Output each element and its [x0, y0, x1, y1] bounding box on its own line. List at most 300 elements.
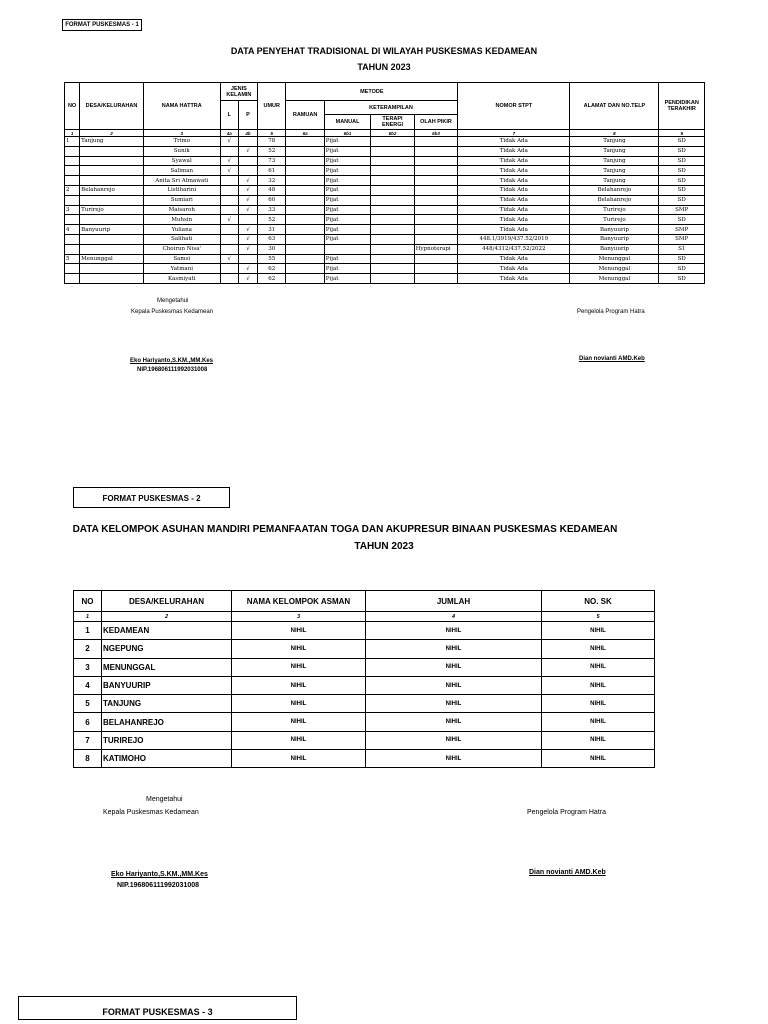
table-row	[65, 185, 705, 195]
column-number: 3	[143, 130, 220, 137]
col-header-jenis-kelamin: JENIS KELAMIN	[220, 83, 257, 101]
cell-ramuan	[286, 244, 324, 254]
cell-nama: Trimo	[143, 137, 220, 147]
table-row	[74, 640, 655, 658]
cell-terapi	[371, 146, 414, 156]
col-header-metode: METODE	[286, 83, 458, 101]
table1-title: DATA PENYEHAT TRADISIONAL DI WILAYAH PUSKESMAS KEDAMEAN	[230, 46, 538, 56]
cell-stpt: Tidak Ada	[458, 185, 570, 195]
cell-no: 8	[74, 750, 102, 768]
cell-no	[65, 195, 80, 205]
cell-desa	[80, 166, 144, 176]
cell-terapi	[371, 205, 414, 215]
cell-stpt: Tidak Ada	[458, 166, 570, 176]
cell-p: √	[238, 264, 257, 274]
cell-ramuan	[286, 146, 324, 156]
cell-umur: 48	[258, 185, 286, 195]
format-label-1: FORMAT PUSKESMAS - 1	[62, 19, 142, 31]
cell-nama-kelompok: NIHIL	[232, 676, 366, 694]
col-header-keterampilan: KETERAMPILAN	[324, 101, 457, 115]
cell-nama: Choirun Nisa'	[143, 244, 220, 254]
hattra-table	[64, 82, 705, 284]
cell-manual: Pijat	[324, 146, 371, 156]
cell-l	[220, 244, 238, 254]
cell-no	[65, 234, 80, 244]
cell-desa	[80, 176, 144, 186]
col-header-umur: UMUR	[258, 83, 286, 130]
table-row	[65, 156, 705, 166]
column-number: 1	[65, 130, 80, 137]
cell-nama-kelompok: NIHIL	[232, 713, 366, 731]
cell-terapi	[371, 176, 414, 186]
cell-ramuan	[286, 166, 324, 176]
cell-pend: SD	[659, 264, 705, 274]
cell-no	[65, 146, 80, 156]
cell-olah	[414, 146, 457, 156]
col-header-l: L	[220, 101, 238, 130]
cell-manual: Pijat	[324, 215, 371, 225]
cell-manual: Pijat	[324, 195, 371, 205]
cell-jumlah: NIHIL	[366, 658, 542, 676]
cell-nama: Yatmani	[143, 264, 220, 274]
signatory-left-nip: NIP.196806111992031008	[137, 367, 208, 373]
cell-desa: KEDAMEAN	[102, 622, 232, 640]
table1-year: TAHUN 2023	[357, 62, 411, 72]
col-header-olah-pikir: OLAH PIKIR	[414, 115, 457, 130]
cell-nama-kelompok: NIHIL	[232, 658, 366, 676]
cell-terapi	[371, 137, 414, 147]
table-row	[65, 146, 705, 156]
cell-alamat: Belahanrejo	[570, 185, 659, 195]
cell-desa	[80, 195, 144, 205]
cell-nama: Saliman	[143, 166, 220, 176]
cell-pend: SD	[659, 254, 705, 264]
cell-pend: SD	[659, 195, 705, 205]
column-number: 2	[80, 130, 144, 137]
cell-stpt: 448.1/3919/437.52/2019	[458, 234, 570, 244]
cell-desa	[80, 215, 144, 225]
table-row	[65, 274, 705, 284]
cell-olah	[414, 185, 457, 195]
cell-alamat: Tanjung	[570, 166, 659, 176]
cell-terapi	[371, 274, 414, 284]
pengelola-label-2: Pengelola Program Hatra	[527, 809, 606, 816]
table-row	[65, 137, 705, 147]
cell-olah	[414, 225, 457, 235]
cell-pend: SMP	[659, 225, 705, 235]
cell-pend: SD	[659, 185, 705, 195]
column-number: 5	[542, 612, 655, 622]
signatory-right-name-2: Dian novianti AMD.Keb	[529, 869, 606, 876]
cell-ramuan	[286, 156, 324, 166]
cell-alamat: Banyuurip	[570, 234, 659, 244]
cell-no	[65, 156, 80, 166]
cell-no: 6	[74, 713, 102, 731]
cell-manual: Pijat	[324, 264, 371, 274]
cell-olah	[414, 166, 457, 176]
cell-p: √	[238, 146, 257, 156]
cell-terapi	[371, 156, 414, 166]
cell-nama-kelompok: NIHIL	[232, 750, 366, 768]
cell-ramuan	[286, 195, 324, 205]
cell-no: 4	[65, 225, 80, 235]
table-row	[74, 695, 655, 713]
cell-stpt: Tidak Ada	[458, 205, 570, 215]
col-header-terapi-energi: TERAPI ENERGI	[371, 115, 414, 130]
cell-desa: KATIMOHO	[102, 750, 232, 768]
format-label-3: FORMAT PUSKESMAS - 3	[18, 996, 297, 1020]
cell-terapi	[371, 166, 414, 176]
cell-no: 5	[74, 695, 102, 713]
cell-no	[65, 215, 80, 225]
cell-p	[238, 254, 257, 264]
cell-l	[220, 185, 238, 195]
table-row	[65, 244, 705, 254]
cell-pend: SD	[659, 274, 705, 284]
table-row	[65, 225, 705, 235]
column-number: 4	[366, 612, 542, 622]
col-header-ramuan: RAMUAN	[286, 101, 324, 130]
cell-jumlah: NIHIL	[366, 713, 542, 731]
cell-manual: Pijat	[324, 205, 371, 215]
table-row	[65, 176, 705, 186]
cell-jumlah: NIHIL	[366, 695, 542, 713]
col-header-desa: DESA/KELURAHAN	[102, 591, 232, 612]
cell-p: √	[238, 185, 257, 195]
col-header-jumlah: JUMLAH	[366, 591, 542, 612]
cell-alamat: Tanjung	[570, 146, 659, 156]
cell-umur: 78	[258, 137, 286, 147]
cell-no	[65, 274, 80, 284]
cell-terapi	[371, 225, 414, 235]
cell-no: 2	[65, 185, 80, 195]
table-row	[74, 658, 655, 676]
cell-manual: Pijat	[324, 234, 371, 244]
cell-desa: MENUNGGAL	[102, 658, 232, 676]
cell-l: √	[220, 215, 238, 225]
col-header-alamat: ALAMAT DAN NO.TELP	[570, 83, 659, 130]
cell-desa: BANYUURIP	[102, 676, 232, 694]
cell-olah	[414, 195, 457, 205]
cell-p: √	[238, 205, 257, 215]
cell-l	[220, 205, 238, 215]
cell-manual: Pijat	[324, 166, 371, 176]
cell-ramuan	[286, 205, 324, 215]
cell-jumlah: NIHIL	[366, 676, 542, 694]
table-row	[74, 750, 655, 768]
cell-no: 5	[65, 254, 80, 264]
column-number: 6b1	[324, 130, 371, 137]
cell-stpt: Tidak Ada	[458, 215, 570, 225]
cell-no: 4	[74, 676, 102, 694]
table-row	[65, 195, 705, 205]
signatory-left-name: Eko Hariyanto,S.KM.,MM.Kes	[130, 358, 214, 364]
cell-desa	[80, 234, 144, 244]
table-row	[65, 264, 705, 274]
cell-nama: Yuliana	[143, 225, 220, 235]
cell-alamat: Belahanrejo	[570, 195, 659, 205]
cell-umur: 33	[258, 205, 286, 215]
cell-l	[220, 225, 238, 235]
cell-no: 2	[74, 640, 102, 658]
cell-ramuan	[286, 254, 324, 264]
cell-p	[238, 137, 257, 147]
cell-umur: 30	[258, 244, 286, 254]
column-number: 2	[102, 612, 232, 622]
cell-l	[220, 146, 238, 156]
table-row	[74, 676, 655, 694]
cell-terapi	[371, 215, 414, 225]
cell-ramuan	[286, 225, 324, 235]
cell-nama: Salihati	[143, 234, 220, 244]
mengetahui-label-2: Mengetahui	[146, 796, 183, 803]
cell-ramuan	[286, 176, 324, 186]
col-header-no: NO	[74, 591, 102, 612]
cell-nama-kelompok: NIHIL	[232, 640, 366, 658]
cell-olah	[414, 264, 457, 274]
cell-l: √	[220, 166, 238, 176]
column-number: 6b3	[414, 130, 457, 137]
cell-ramuan	[286, 274, 324, 284]
table-row	[65, 254, 705, 264]
cell-manual: Pijat	[324, 176, 371, 186]
cell-olah	[414, 137, 457, 147]
cell-no-sk: NIHIL	[542, 713, 655, 731]
cell-olah: Hypnoterapi	[414, 244, 457, 254]
cell-l	[220, 264, 238, 274]
cell-olah	[414, 234, 457, 244]
cell-pend: SMP	[659, 234, 705, 244]
table-row	[74, 731, 655, 749]
cell-terapi	[371, 254, 414, 264]
cell-p	[238, 215, 257, 225]
cell-olah	[414, 156, 457, 166]
cell-jumlah: NIHIL	[366, 640, 542, 658]
cell-nama-kelompok: NIHIL	[232, 622, 366, 640]
cell-umur: 62	[258, 274, 286, 284]
column-number: 8	[570, 130, 659, 137]
cell-stpt: Tidak Ada	[458, 254, 570, 264]
cell-terapi	[371, 195, 414, 205]
col-header-manual: MANUAL	[324, 115, 371, 130]
cell-no-sk: NIHIL	[542, 731, 655, 749]
cell-nama: Maisaroh	[143, 205, 220, 215]
cell-nama-kelompok: NIHIL	[232, 695, 366, 713]
cell-p: √	[238, 274, 257, 284]
cell-alamat: Menunggal	[570, 274, 659, 284]
cell-ramuan	[286, 137, 324, 147]
cell-no-sk: NIHIL	[542, 695, 655, 713]
cell-p: √	[238, 176, 257, 186]
cell-olah	[414, 215, 457, 225]
signatory-left-nip-2: NIP.196806111992031008	[117, 882, 200, 889]
column-number: 4a	[220, 130, 238, 137]
cell-stpt: Tidak Ada	[458, 146, 570, 156]
col-header-desa: DESA/KELURAHAN	[80, 83, 144, 130]
column-number: 1	[74, 612, 102, 622]
cell-alamat: Menunggal	[570, 264, 659, 274]
cell-olah	[414, 205, 457, 215]
cell-ramuan	[286, 234, 324, 244]
cell-no: 3	[65, 205, 80, 215]
cell-p: √	[238, 234, 257, 244]
table2-title: DATA KELOMPOK ASUHAN MANDIRI PEMANFAATAN TOGA DAN AKUPRESUR BINAAN PUSKESMAS KEDAMEAN	[72, 524, 618, 535]
cell-umur: 55	[258, 254, 286, 264]
cell-alamat: Banyuurip	[570, 244, 659, 254]
cell-desa: Belahanrejo	[80, 185, 144, 195]
column-number: 4b	[238, 130, 257, 137]
cell-alamat: Turirejo	[570, 205, 659, 215]
cell-p: √	[238, 244, 257, 254]
cell-pend: S1	[659, 244, 705, 254]
pengelola-label: Pengelola Program Hatra	[577, 309, 645, 315]
cell-desa: BELAHANREJO	[102, 713, 232, 731]
cell-manual: Pijat	[324, 254, 371, 264]
cell-desa	[80, 244, 144, 254]
table-row	[65, 205, 705, 215]
cell-l	[220, 176, 238, 186]
cell-l	[220, 195, 238, 205]
cell-pend: SD	[659, 176, 705, 186]
cell-desa: TANJUNG	[102, 695, 232, 713]
cell-umur: 62	[258, 264, 286, 274]
cell-alamat: Tanjung	[570, 156, 659, 166]
table-row	[65, 166, 705, 176]
cell-p	[238, 156, 257, 166]
cell-desa: TURIREJO	[102, 731, 232, 749]
cell-jumlah: NIHIL	[366, 731, 542, 749]
cell-no-sk: NIHIL	[542, 658, 655, 676]
column-number: 7	[458, 130, 570, 137]
col-header-nama-kelompok: NAMA KELOMPOK ASMAN	[232, 591, 366, 612]
cell-p	[238, 166, 257, 176]
cell-l: √	[220, 156, 238, 166]
column-number: 6a	[286, 130, 324, 137]
cell-nama: Samsi	[143, 254, 220, 264]
table2-year: TAHUN 2023	[354, 541, 414, 552]
cell-no-sk: NIHIL	[542, 676, 655, 694]
cell-umur: 61	[258, 166, 286, 176]
cell-no: 1	[65, 137, 80, 147]
cell-desa	[80, 156, 144, 166]
asman-table	[73, 590, 655, 768]
cell-olah	[414, 176, 457, 186]
cell-ramuan	[286, 215, 324, 225]
column-number: 5	[258, 130, 286, 137]
column-number: 9	[659, 130, 705, 137]
cell-l	[220, 274, 238, 284]
cell-l: √	[220, 137, 238, 147]
cell-manual: Pijat	[324, 185, 371, 195]
mengetahui-label: Mengetahui	[157, 298, 189, 304]
col-header-stpt: NOMOR STPT	[458, 83, 570, 130]
cell-desa	[80, 264, 144, 274]
cell-alamat: Menunggal	[570, 254, 659, 264]
cell-nama: Anita Sri Atmawati	[143, 176, 220, 186]
cell-ramuan	[286, 185, 324, 195]
cell-l	[220, 234, 238, 244]
cell-nama: Kasmiyati	[143, 274, 220, 284]
table-row	[65, 234, 705, 244]
col-header-p: P	[238, 101, 257, 130]
col-header-nama: NAMA HATTRA	[143, 83, 220, 130]
table-row	[74, 622, 655, 640]
cell-stpt: Tidak Ada	[458, 195, 570, 205]
cell-pend: SD	[659, 215, 705, 225]
cell-desa	[80, 146, 144, 156]
cell-stpt: Tidak Ada	[458, 264, 570, 274]
cell-desa: Banyuurip	[80, 225, 144, 235]
cell-stpt: 448/4312/437.52/2022	[458, 244, 570, 254]
cell-alamat: Tanjung	[570, 137, 659, 147]
cell-pend: SD	[659, 146, 705, 156]
table-row	[74, 713, 655, 731]
cell-manual	[324, 244, 371, 254]
cell-nama: Listiharini	[143, 185, 220, 195]
table-row	[65, 215, 705, 225]
cell-jumlah: NIHIL	[366, 750, 542, 768]
cell-manual: Pijat	[324, 156, 371, 166]
kepala-label: Kepala Puskesmas Kedamean	[131, 309, 214, 315]
cell-no-sk: NIHIL	[542, 640, 655, 658]
cell-desa: Tanjung	[80, 137, 144, 147]
cell-umur: 73	[258, 156, 286, 166]
cell-stpt: Tidak Ada	[458, 274, 570, 284]
cell-stpt: Tidak Ada	[458, 225, 570, 235]
cell-desa: Menunggal	[80, 254, 144, 264]
col-header-pendidikan: PENDIDIKAN TERAKHIR	[659, 83, 705, 130]
cell-l: √	[220, 254, 238, 264]
cell-ramuan	[286, 264, 324, 274]
cell-manual: Pijat	[324, 225, 371, 235]
cell-umur: 32	[258, 176, 286, 186]
cell-terapi	[371, 185, 414, 195]
cell-terapi	[371, 264, 414, 274]
cell-no: 3	[74, 658, 102, 676]
signatory-right-name: Dian novianti AMD.Keb	[579, 356, 645, 362]
cell-no	[65, 244, 80, 254]
cell-umur: 60	[258, 195, 286, 205]
cell-manual: Pijat	[324, 137, 371, 147]
cell-p: √	[238, 195, 257, 205]
cell-alamat: Banyuurip	[570, 225, 659, 235]
cell-nama: Syawal	[143, 156, 220, 166]
column-number: 3	[232, 612, 366, 622]
col-header-no: NO	[65, 83, 80, 130]
cell-stpt: Tidak Ada	[458, 176, 570, 186]
cell-no-sk: NIHIL	[542, 750, 655, 768]
cell-nama: Sunik	[143, 146, 220, 156]
col-header-no-sk: NO. SK	[542, 591, 655, 612]
cell-stpt: Tidak Ada	[458, 156, 570, 166]
cell-desa	[80, 274, 144, 284]
cell-no: 1	[74, 622, 102, 640]
cell-umur: 31	[258, 225, 286, 235]
cell-p: √	[238, 225, 257, 235]
cell-pend: SD	[659, 156, 705, 166]
cell-no	[65, 176, 80, 186]
cell-pend: SD	[659, 137, 705, 147]
cell-no	[65, 166, 80, 176]
cell-nama: Sumiari	[143, 195, 220, 205]
cell-pend: SMP	[659, 205, 705, 215]
cell-nama: Muhsin	[143, 215, 220, 225]
cell-umur: 52	[258, 146, 286, 156]
cell-desa: NGEPUNG	[102, 640, 232, 658]
signatory-left-name-2: Eko Hariyanto,S.KM.,MM.Kes	[111, 871, 208, 878]
cell-olah	[414, 254, 457, 264]
cell-alamat: Tanjung	[570, 176, 659, 186]
